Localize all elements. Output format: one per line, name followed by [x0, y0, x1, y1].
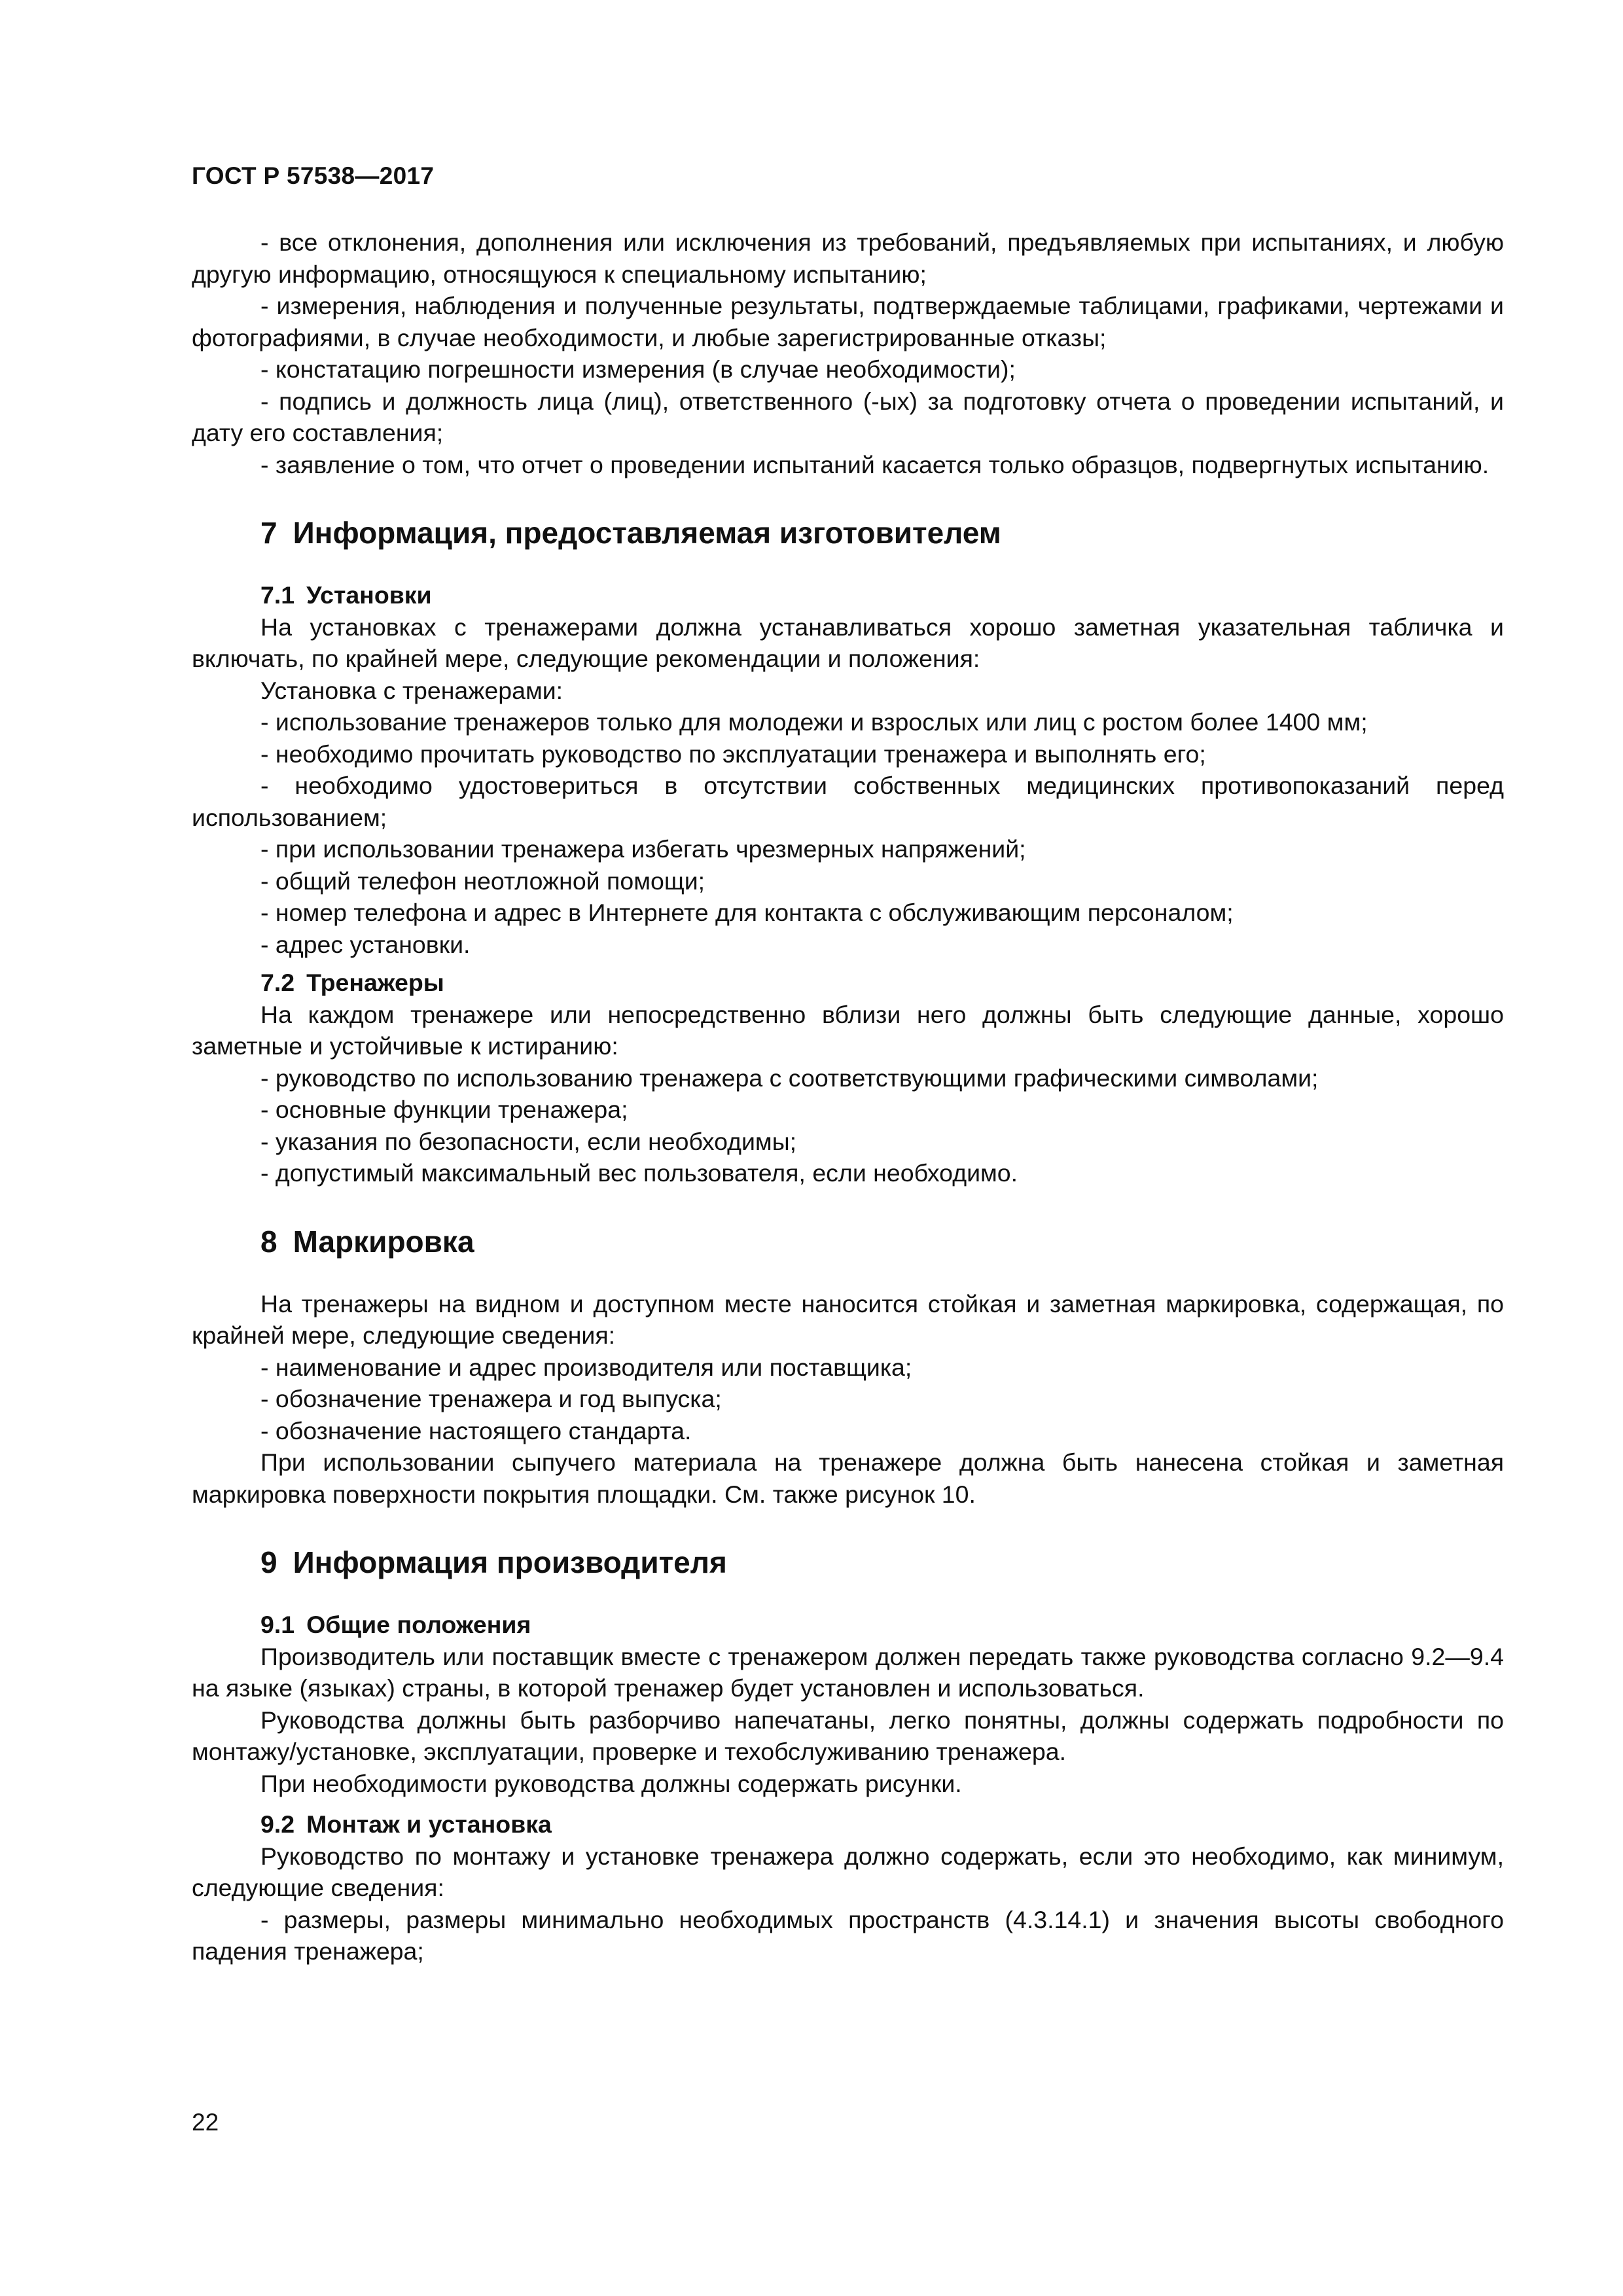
section-9-heading	[192, 1544, 1504, 1581]
section-number: 8	[260, 1224, 277, 1259]
subsection-number: 9.1	[260, 1611, 295, 1638]
paragraph: Руководство по монтажу и установке тренажера должно содержать, если это необходимо, как минимум, следующие сведения:	[192, 1842, 1504, 1901]
list-item: - общий телефон неотложной помощи;	[260, 867, 705, 895]
paragraph: Производитель или поставщик вместе с тренажером должен передать также руководства согласно 9.2—9.4 на языке (языках) страны, в которой тренажер будет установлен и использоваться.	[192, 1642, 1504, 1702]
list-item: - использование тренажеров только для молодежи и взрослых или лиц с ростом более 1400 мм;	[260, 708, 1368, 736]
list-item: - подпись и должность лица (лиц), ответственного (-ых) за подготовку отчета о проведении испытаний, и дату его составления;	[192, 387, 1504, 446]
section-title: Информация производителя	[293, 1545, 727, 1579]
subsection-7-1-heading	[192, 579, 1504, 611]
section-number: 9	[260, 1545, 277, 1579]
paragraph: При необходимости руководства должны содержать рисунки.	[260, 1769, 962, 1797]
list-item: - указания по безопасности, если необходимы;	[260, 1127, 797, 1155]
list-item: - обозначение настоящего стандарта.	[260, 1416, 692, 1444]
subsection-9-2-heading	[192, 1808, 1504, 1840]
list-item: - наименование и адрес производителя или поставщика;	[260, 1353, 912, 1381]
list-item: - необходимо удостовериться в отсутствии собственных медицинских противопоказаний перед использованием;	[192, 772, 1504, 831]
section-7-heading	[192, 514, 1504, 551]
list-item: - размеры, размеры минимально необходимых пространств (4.3.14.1) и значения высоты свободного падения тренажера;	[192, 1905, 1504, 1965]
intro-list	[192, 226, 1504, 480]
subsection-title: Установки	[306, 581, 432, 609]
paragraph: На каждом тренажере или непосредственно вблизи него должны быть следующие данные, хорошо заметные и устойчивые к истиранию:	[192, 1000, 1504, 1060]
page-body	[192, 226, 1504, 1967]
section-title: Маркировка	[293, 1224, 474, 1259]
list-item: - все отклонения, дополнения или исключения из требований, предъявляемых при испытаниях, и любую другую информацию, относящуюся к специальному испытанию;	[192, 228, 1504, 288]
list-item: - при использовании тренажера избегать чрезмерных напряжений;	[260, 835, 1026, 863]
paragraph: Установка с тренажерами:	[260, 676, 563, 704]
section-title: Информация, предоставляемая изготовителем	[293, 516, 1001, 550]
list-item: - руководство по использованию тренажера с соответствующими графическими символами;	[260, 1064, 1319, 1092]
subsection-number: 7.2	[260, 969, 295, 996]
paragraph: На тренажеры на видном и доступном месте наносится стойкая и заметная маркировка, содержащая, по крайней мере, следующие сведения:	[192, 1289, 1504, 1349]
subsection-title: Тренажеры	[306, 969, 444, 996]
section-number: 7	[260, 516, 277, 550]
paragraph: При использовании сыпучего материала на тренажере должна быть нанесена стойкая и заметная маркировка поверхности покрытия площадки. См. также рисунок 10.	[192, 1448, 1504, 1508]
subsection-title: Монтаж и установка	[306, 1810, 552, 1838]
list-item: - адрес установки.	[260, 930, 471, 958]
subsection-title: Общие положения	[306, 1611, 531, 1638]
list-item: - измерения, наблюдения и полученные результаты, подтверждаемые таблицами, графиками, чертежами и фотографиями, в случае необходимости, и любые зарегистрированные отказы;	[192, 292, 1504, 351]
paragraph: На установках с тренажерами должна устанавливаться хорошо заметная указательная табличка и включать, по крайней мере, следующие рекомендации и положения:	[192, 613, 1504, 672]
subsection-9-1-heading	[192, 1609, 1504, 1641]
subsection-number: 7.1	[260, 581, 295, 609]
page-number: 22	[192, 2109, 219, 2136]
list-item: - заявление о том, что отчет о проведении испытаний касается только образцов, подвергнутых испытанию.	[260, 450, 1489, 478]
subsection-number: 9.2	[260, 1810, 295, 1838]
subsection-7-2-heading	[192, 967, 1504, 999]
section-8-heading	[192, 1223, 1504, 1260]
list-item: - основные функции тренажера;	[260, 1096, 628, 1123]
paragraph: Руководства должны быть разборчиво напечатаны, легко понятны, должны содержать подробности по монтажу/установке, эксплуатации, проверке и техобслуживанию тренажера.	[192, 1706, 1504, 1765]
list-item: - необходимо прочитать руководство по эксплуатации тренажера и выполнять его;	[260, 740, 1206, 768]
list-item: - допустимый максимальный вес пользователя, если необходимо.	[260, 1159, 1018, 1187]
list-item: - номер телефона и адрес в Интернете для контакта с обслуживающим персоналом;	[260, 899, 1234, 926]
list-item: - обозначение тренажера и год выпуска;	[260, 1385, 722, 1412]
document-header: ГОСТ Р 57538—2017	[192, 162, 435, 189]
list-item: - констатацию погрешности измерения (в случае необходимости);	[260, 355, 1016, 383]
